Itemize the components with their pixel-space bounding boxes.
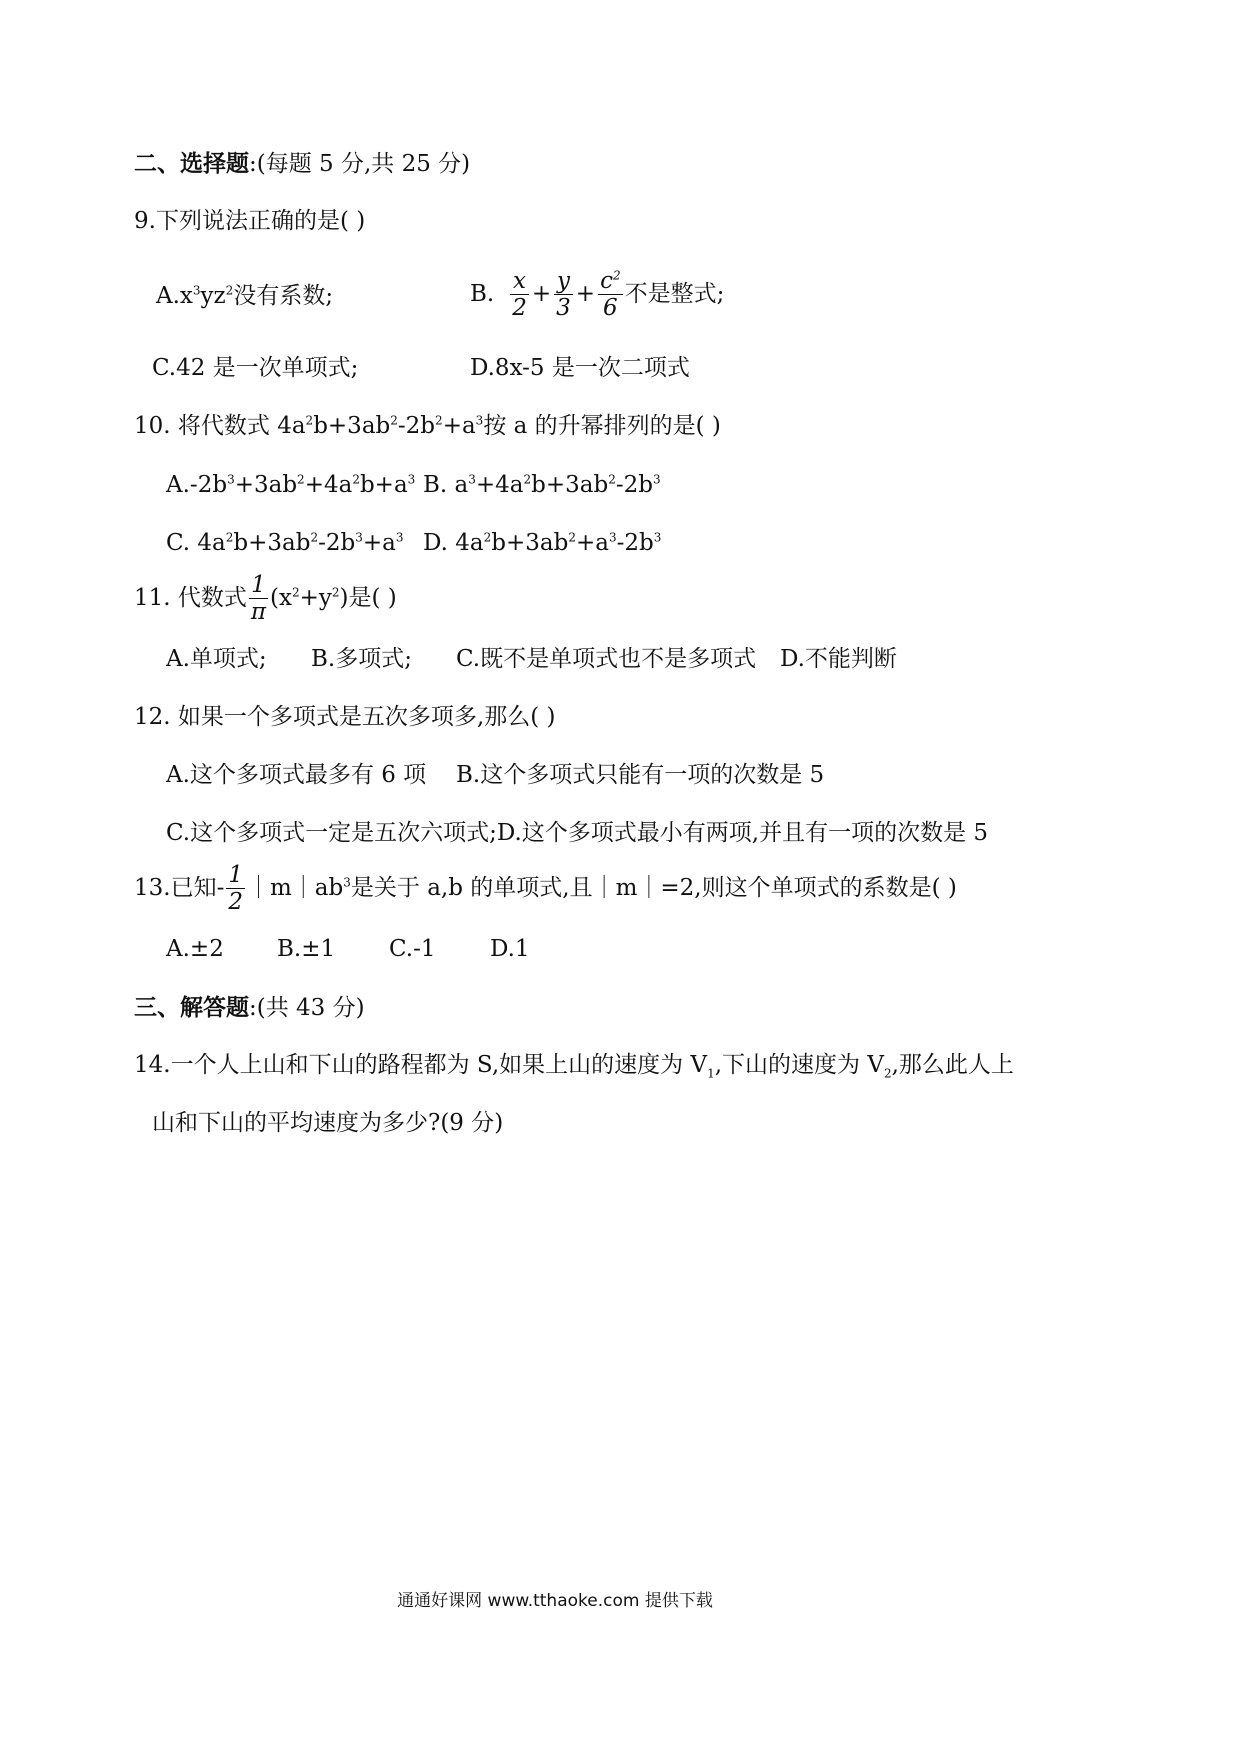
fraction-1-over-pi: $\frac{1}{\pi}$ xyxy=(250,572,267,626)
q11-stem: 11. 代数式 $\frac{1}{\pi}$ $(x^2+y^2)$是( ) xyxy=(134,572,397,626)
section3-note: :(共 43 分) xyxy=(249,995,365,1021)
q10-option-b: B. $a^3+4a^2b+3ab^2-2b^3$ xyxy=(423,472,661,498)
q14-line1: 14.一个人上山和下山的路程都为 S,如果上山的速度为 $V_1$,下山的速度为 $V_2$,那么此人上 xyxy=(134,1052,1014,1081)
q9-option-d: D.8x-5 是一次二项式 xyxy=(470,355,690,381)
section3-heading-line xyxy=(134,994,365,1023)
q9-option-b: B. $\frac{x}{2}$ + $\frac{y}{3}$ + $\frac{c^2}{6}$ 不是整式; xyxy=(470,268,725,322)
q11-option-c: C.既不是单项式也不是多项式 xyxy=(456,646,757,672)
q10-option-c: C. $4a^2b+3ab^2-2b^3+a^3$ xyxy=(166,530,404,556)
q11-option-a: A.单项式; xyxy=(166,646,267,672)
q12-option-cd: C.这个多项式一定是五次六项式;D.这个多项式最小有两项,并且有一项的次数是 5 xyxy=(166,820,989,846)
fraction-x-over-2: $\frac{x}{2}$ xyxy=(512,268,527,322)
section2-note: :(每题 5 分,共 25 分) xyxy=(249,151,471,177)
q12-stem: 12. 如果一个多项式是五次多项多,那么( ) xyxy=(134,704,556,730)
q11-option-b: B.多项式; xyxy=(311,646,412,672)
q10-stem: 10. 将代数式 $4a^2b+3ab^2-2b^2+a^3$按 a 的升幂排列的是( ) xyxy=(134,413,721,439)
fraction-y-over-3: $\frac{y}{3}$ xyxy=(556,268,571,322)
fraction-c2-over-6: $\frac{c^2}{6}$ xyxy=(600,268,621,322)
q12-option-b: B.这个多项式只能有一项的次数是 5 xyxy=(456,762,825,788)
section2-heading: 二、选择题 xyxy=(134,150,249,177)
q13-option-b: B.±1 xyxy=(277,936,336,962)
q11-option-d: D.不能判断 xyxy=(780,646,897,672)
q13-stem: 13.已知- $\frac{1}{2}$ $|m|ab^3$是关于 a,b 的单项式,且｜m｜=2,则这个单项式的系数是( ) xyxy=(134,862,957,916)
section2-heading-line xyxy=(134,150,470,179)
q13-option-c: C.-1 xyxy=(389,936,436,962)
q14-line2: 山和下山的平均速度为多少?(9 分) xyxy=(152,1110,504,1136)
fraction-1-over-2: $\frac{1}{2}$ xyxy=(228,862,243,916)
q9-option-c: C.42 是一次单项式; xyxy=(152,355,359,381)
q12-option-a: A.这个多项式最多有 6 项 xyxy=(166,762,427,788)
q10-option-a: $A.-2b^3+3ab^2+4a^2b+a^3$ xyxy=(166,472,416,498)
q9-option-a: $A.x^3yz^2$没有系数; xyxy=(156,283,334,309)
q13-option-d: D.1 xyxy=(490,936,530,962)
q9-stem: 9.下列说法正确的是( ) xyxy=(134,208,366,234)
section3-heading: 三、解答题 xyxy=(134,994,249,1021)
footer-credit: 通通好课网 www.tthaoke.com 提供下载 xyxy=(397,1591,713,1611)
q10-option-d: D. $4a^2b+3ab^2+a^3-2b^3$ xyxy=(423,530,662,556)
q13-option-a: A.±2 xyxy=(166,936,224,962)
